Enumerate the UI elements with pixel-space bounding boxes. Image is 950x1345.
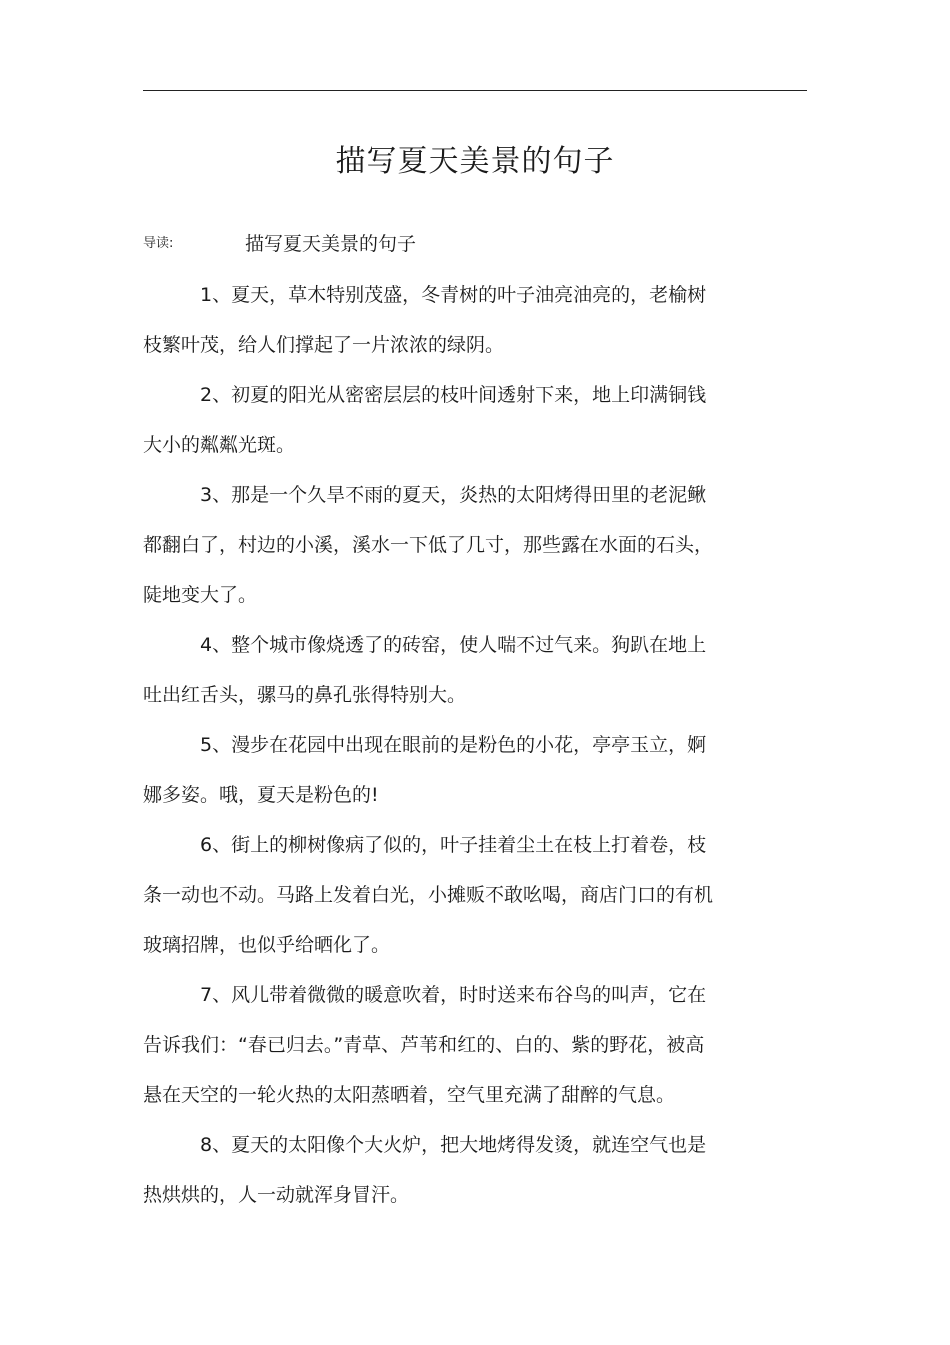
paragraph-line: 热烘烘的，人一动就浑身冒汗。	[143, 1184, 410, 1206]
paragraph-line: 4、整个城市像烧透了的砖窑，使人喘不过气来。狗趴在地上	[200, 634, 707, 656]
paragraph-line: 6、街上的柳树像病了似的，叶子挂着尘土在枝上打着卷，枝	[200, 834, 707, 856]
paragraph-line: 7、风儿带着微微的暖意吹着，时时送来布谷鸟的叫声，它在	[200, 984, 707, 1006]
paragraph-line: 3、那是一个久旱不雨的夏天，炎热的太阳烤得田里的老泥鳅	[200, 484, 707, 506]
paragraph-line: 娜多姿。哦，夏天是粉色的!	[143, 784, 379, 806]
header-rule	[143, 90, 807, 91]
paragraph-line: 陡地变大了。	[143, 584, 258, 606]
lead-label: 导读:	[143, 236, 174, 251]
paragraph-line: 悬在天空的一轮火热的太阳蒸晒着，空气里充满了甜醉的气息。	[143, 1084, 676, 1106]
lead-text: 描写夏天美景的句子	[245, 233, 417, 255]
paragraph-line: 1、夏天，草木特别茂盛，冬青树的叶子油亮油亮的，老榆树	[200, 284, 707, 306]
paragraph-3	[143, 470, 773, 620]
paragraph-7	[143, 970, 773, 1120]
body-text	[143, 270, 773, 1220]
paragraph-line: 2、初夏的阳光从密密层层的枝叶间透射下来，地上印满铜钱	[200, 384, 707, 406]
paragraph-line: 大小的粼粼光斑。	[143, 434, 296, 456]
document-title: 描写夏天美景的句子	[335, 144, 615, 179]
paragraph-line: 告诉我们：“春已归去。”青草、芦苇和红的、白的、紫的野花，被高	[143, 1034, 705, 1056]
paragraph-line: 吐出红舌头，骡马的鼻孔张得特别大。	[143, 684, 467, 706]
paragraph-2	[143, 370, 773, 470]
paragraph-line: 枝繁叶茂，给人们撑起了一片浓浓的绿阴。	[143, 334, 505, 356]
paragraph-line: 5、漫步在花园中出现在眼前的是粉色的小花，亭亭玉立，婀	[200, 734, 707, 756]
paragraph-6	[143, 820, 773, 970]
paragraph-8	[143, 1120, 773, 1220]
paragraph-4	[143, 620, 773, 720]
paragraph-1	[143, 270, 773, 370]
paragraph-5	[143, 720, 773, 820]
paragraph-line: 玻璃招牌，也似乎给晒化了。	[143, 934, 391, 956]
paragraph-line: 条一动也不动。马路上发着白光，小摊贩不敢吆喝，商店门口的有机	[143, 884, 714, 906]
paragraph-line: 都翻白了，村边的小溪，溪水一下低了几寸，那些露在水面的石头，	[143, 534, 714, 556]
paragraph-line: 8、夏天的太阳像个大火炉，把大地烤得发烫，就连空气也是	[200, 1134, 707, 1156]
